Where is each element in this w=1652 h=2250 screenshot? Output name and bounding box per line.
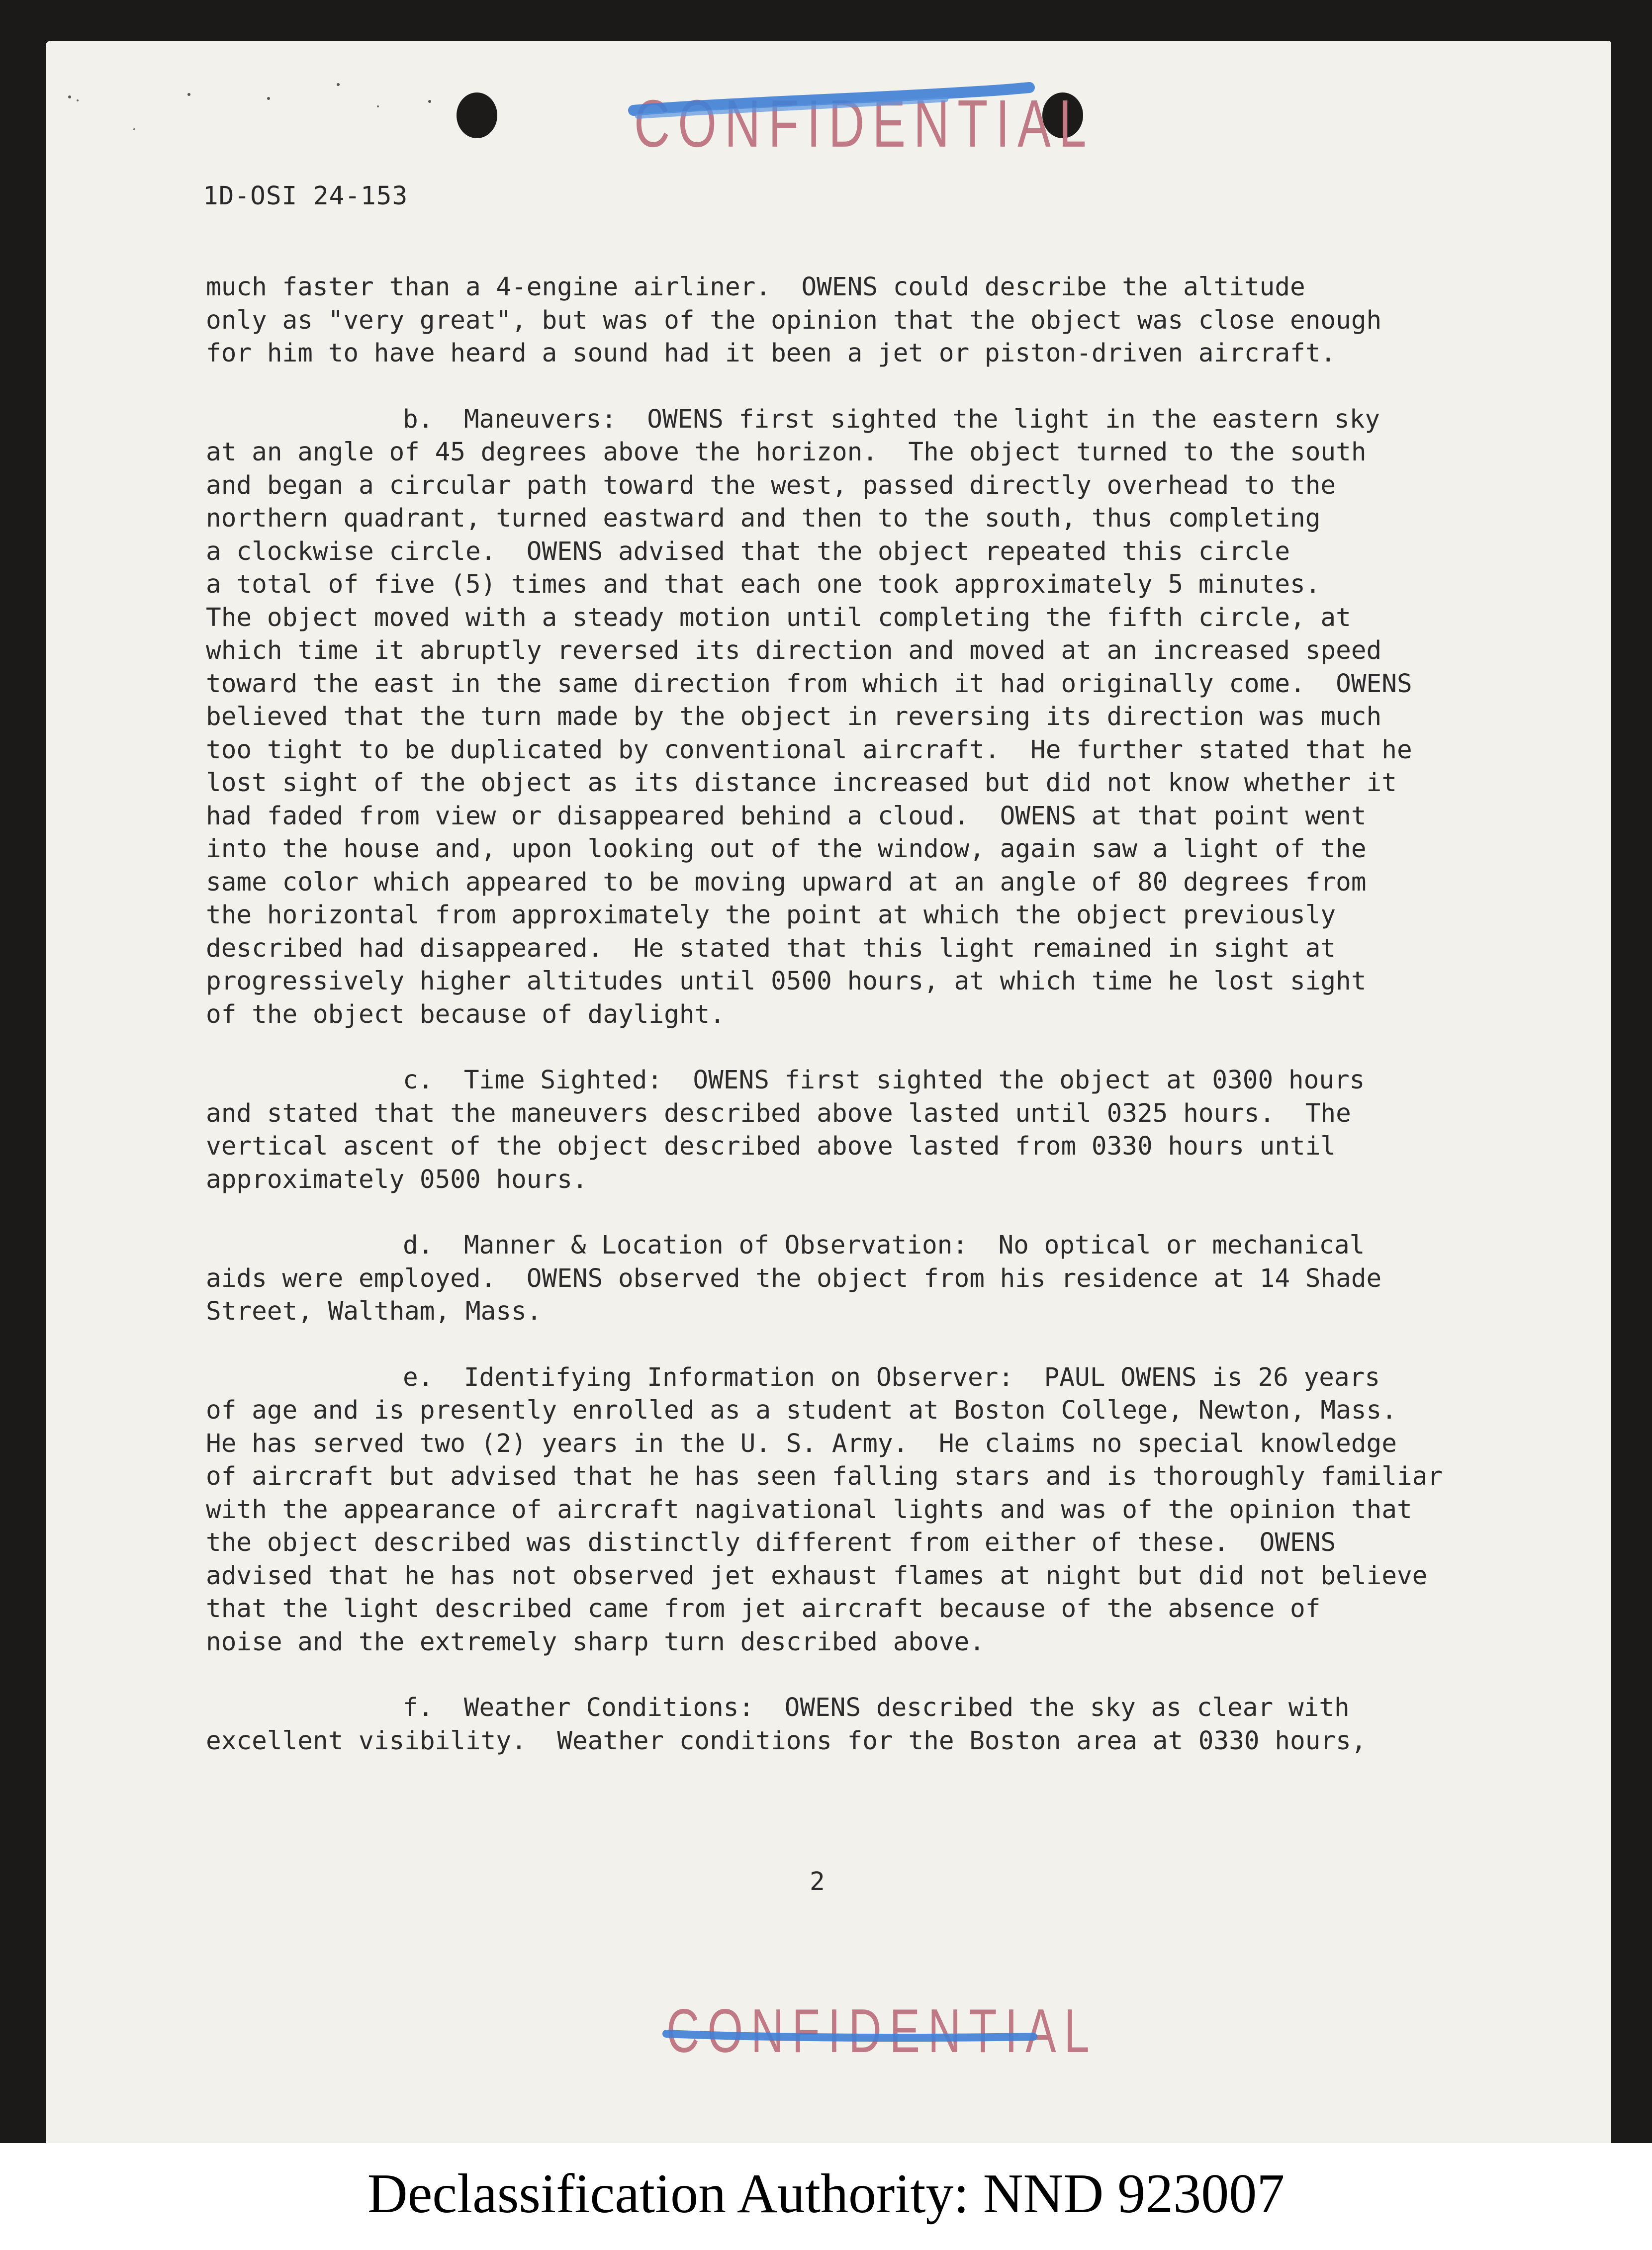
text-line: for him to have heard a sound had it been a jet or piston-driven aircraft. xyxy=(206,339,1336,368)
declassification-footer: Declassification Authority: NND 923007 xyxy=(367,2163,1285,2225)
page-number: 2 xyxy=(810,1867,825,1896)
text-line: of age and is presently enrolled as a student at Boston College, Newton, Mass. xyxy=(206,1396,1397,1425)
text-line: b. Maneuvers: OWENS first sighted the light in the eastern sky xyxy=(403,404,1380,434)
text-line: toward the east in the same direction from which it had originally come. OWENS xyxy=(206,669,1412,699)
report-body xyxy=(206,271,1549,1758)
text-line: vertical ascent of the object described above lasted from 0330 hours until xyxy=(206,1132,1336,1161)
text-line: only as "very great", but was of the opinion that the object was close enough xyxy=(206,305,1382,335)
text-line: that the light described came from jet aircraft because of the absence of xyxy=(206,1594,1321,1623)
paper-specks xyxy=(60,75,438,134)
text-line: had faded from view or disappeared behind a cloud. OWENS at that point went xyxy=(206,801,1367,831)
text-line: the horizontal from approximately the point at which the object previously xyxy=(206,900,1336,930)
text-line: into the house and, upon looking out of the window, again saw a light of the xyxy=(206,834,1367,864)
text-line: f. Weather Conditions: OWENS described the sky as clear with xyxy=(403,1693,1350,1722)
text-line: northern quadrant, turned eastward and then to the south, thus completing xyxy=(206,504,1321,533)
confidential-stamp-top: CONFIDENTIAL xyxy=(634,86,1095,162)
text-line: approximately 0500 hours. xyxy=(206,1165,588,1194)
text-line: d. Manner & Location of Observation: No optical or mechanical xyxy=(403,1231,1365,1260)
text-line: at an angle of 45 degrees above the horizon. The object turned to the south xyxy=(206,438,1367,467)
file-reference: 1D-OSI 24-153 xyxy=(203,181,408,211)
blue-strikethrough-top xyxy=(628,80,1035,134)
text-line: aids were employed. OWENS observed the object from his residence at 14 Shade xyxy=(206,1263,1382,1293)
text-line: same color which appeared to be moving upward at an angle of 80 degrees from xyxy=(206,867,1367,897)
text-line: believed that the turn made by the object in reversing its direction was much xyxy=(206,702,1382,731)
text-line: with the appearance of aircraft nagivational lights and was of the opinion that xyxy=(206,1495,1412,1525)
paragraph-continuation xyxy=(206,271,1549,370)
text-line: of aircraft but advised that he has seen falling stars and is thoroughly familiar xyxy=(206,1462,1443,1491)
text-line: lost sight of the object as its distance increased but did not know whether it xyxy=(206,768,1397,798)
text-line: of the object because of daylight. xyxy=(206,999,725,1029)
paragraph-maneuvers xyxy=(206,403,1549,1032)
text-line: and began a circular path toward the west, passed directly overhead to the xyxy=(206,470,1336,500)
text-line: advised that he has not observed jet exhaust flames at night but did not believe xyxy=(206,1561,1428,1591)
text-line: Street, Waltham, Mass. xyxy=(206,1297,542,1326)
text-line: and stated that the maneuvers described above lasted until 0325 hours. The xyxy=(206,1098,1351,1128)
text-line: which time it abruptly reversed its direction and moved at an increased speed xyxy=(206,636,1382,665)
binder-hole-left xyxy=(457,92,497,138)
text-line: e. Identifying Information on Observer: PAUL OWENS is 26 years xyxy=(403,1362,1380,1392)
text-line: c. Time Sighted: OWENS first sighted the object at 0300 hours xyxy=(403,1066,1365,1095)
paragraph-observation xyxy=(206,1229,1549,1329)
text-line: the object described was distinctly different from either of these. OWENS xyxy=(206,1528,1336,1557)
text-line: progressively higher altitudes until 0500 hours, at which time he lost sight xyxy=(206,967,1367,996)
text-line: The object moved with a steady motion until completing the fifth circle, at xyxy=(206,603,1351,632)
paragraph-weather xyxy=(206,1692,1549,1758)
text-line: a total of five (5) times and that each one took approximately 5 minutes. xyxy=(206,570,1321,599)
text-line: He has served two (2) years in the U. S. Army. He claims no special knowledge xyxy=(206,1429,1397,1458)
paragraph-time-sighted xyxy=(206,1064,1549,1196)
text-line: excellent visibility. Weather conditions for the Boston area at 0330 hours, xyxy=(206,1726,1367,1756)
text-line: a clockwise circle. OWENS advised that the object repeated this circle xyxy=(206,537,1290,566)
text-line: too tight to be duplicated by conventional aircraft. He further stated that he xyxy=(206,735,1412,765)
confidential-stamp-bottom: CONFIDENTIAL xyxy=(666,1997,1098,2066)
blue-strikethrough-bottom xyxy=(661,2019,1039,2054)
text-line: much faster than a 4-engine airliner. OWENS could describe the altitude xyxy=(206,272,1305,302)
paragraph-observer-info xyxy=(206,1361,1549,1659)
text-line: described had disappeared. He stated that this light remained in sight at xyxy=(206,933,1336,963)
text-line: noise and the extremely sharp turn described above. xyxy=(206,1627,985,1657)
